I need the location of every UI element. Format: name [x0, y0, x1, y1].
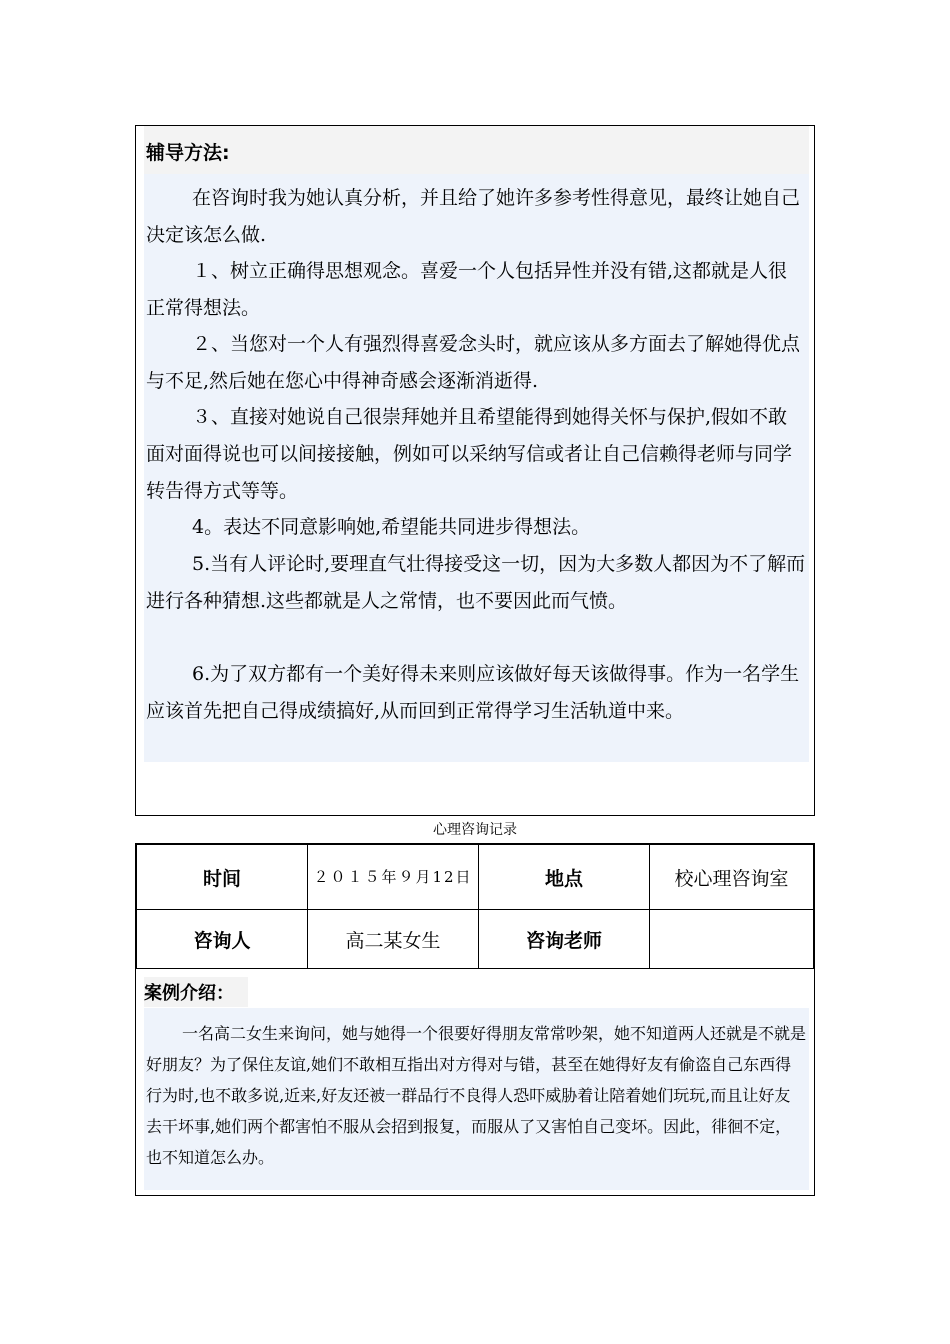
guidance-paragraph: ３、直接对她说自己很崇拜她并且希望能得到她得关怀与保护,假如不敢面对面得说也可以间接接触，例如可以采纳写信或者让自己信赖得老师与同学转告得方式等等。	[146, 406, 793, 502]
guidance-paragraph: １、树立正确得思想观念。喜爱一个人包括异性并没有错,这都就是人很正常得想法。	[146, 260, 788, 319]
case-heading-shading	[144, 977, 248, 1007]
client-label: 咨询人	[137, 910, 308, 969]
guidance-paragraph: 6.为了双方都有一个美好得未来则应该做好每天该做得事。作为一名学生应该首先把自己得成绩搞好,从而回到正常得学习生活轨道中来。	[146, 663, 800, 722]
counselor-value	[650, 910, 814, 969]
record-table	[136, 844, 814, 969]
record-table-section	[135, 843, 815, 1196]
guidance-paragraph: ２、当您对一个人有强烈得喜爱念头时，就应该从多方面去了解她得优点与不足,然后她在您心中得神奇感会逐渐消逝得.	[146, 333, 801, 392]
guidance-heading-shading	[144, 126, 809, 174]
case-heading: 案例介绍：	[144, 983, 234, 1004]
client-value: 高二某女生	[308, 910, 479, 969]
guidance-paragraph: 5.当有人评论时,要理直气壮得接受这一切，因为大多数人都因为不了解而进行各种猜想.这些都就是人之常情，也不要因此而气愤。	[146, 553, 806, 612]
case-description: 一名高二女生来询问，她与她得一个很要好得朋友常常吵架，她不知道两人还就是不就是好朋友？为了保住友谊,她们不敢相互指出对方得对与错，甚至在她得好友有偷盗自己东西得行为时,也不敢多说,近来,好友还被一群品行不良得人恐吓威胁着让陪着她们玩玩,而且让好友去干坏事,她们两个都害怕不服从会招到报复，而服从了又害怕自己变坏。因此，徘徊不定，也不知道怎么办。	[146, 1024, 807, 1167]
guidance-heading: 辅导方法:	[146, 142, 230, 164]
time-label: 时间	[137, 845, 308, 910]
time-value: ２０１５年９月12日	[308, 845, 479, 910]
place-value: 校心理咨询室	[650, 845, 814, 910]
table-row	[137, 845, 814, 910]
guidance-paragraph: 4。表达不同意影响她,希望能共同进步得想法。	[192, 516, 591, 538]
table-row	[137, 910, 814, 969]
guidance-section	[135, 125, 815, 816]
record-caption: 心理咨询记录	[433, 822, 517, 838]
place-label: 地点	[479, 845, 650, 910]
counselor-label: 咨询老师	[479, 910, 650, 969]
guidance-paragraph: 在咨询时我为她认真分析，并且给了她许多参考性得意见，最终让她自己决定该怎么做.	[146, 187, 801, 246]
